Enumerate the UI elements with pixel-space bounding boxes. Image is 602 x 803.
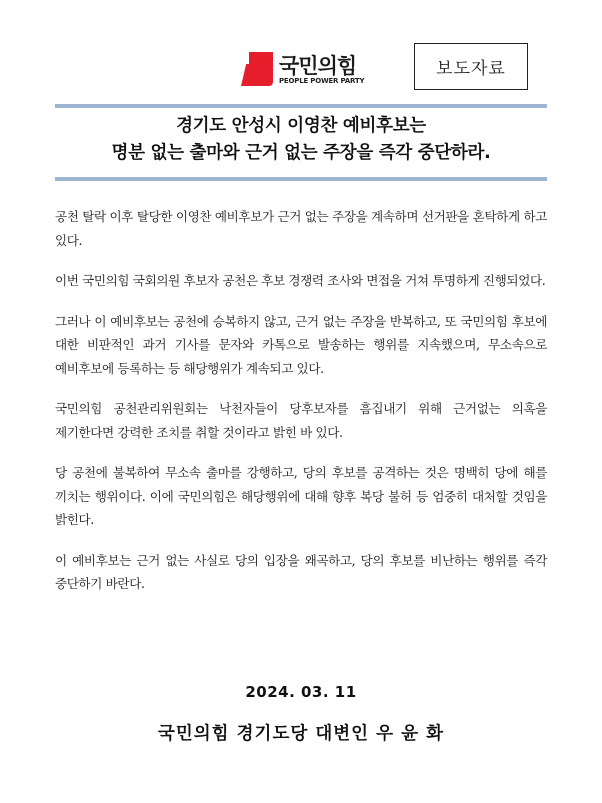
paragraph-3: 그러나 이 예비후보는 공천에 승복하지 않고, 근거 없는 주장을 반복하고, 또 국민의힘 후보에 대한 비판적인 과거 기사를 문자와 카톡으로 발송하는 행위를 지속했으며, 무소속으로 예비후보에 등록하는 등 해당행위가 계속되고 있다. — [55, 313, 547, 376]
paragraph-6: 이 예비후보는 근거 없는 사실로 당의 입장을 왜곡하고, 당의 후보를 비난하는 행위를 즉각 중단하기 바란다. — [55, 552, 547, 591]
press-release-label: 보도자료 — [414, 43, 528, 90]
headline-bottom-rule — [55, 177, 547, 181]
paragraph-5: 당 공천에 불복하여 무소속 출마를 강행하고, 당의 후보를 공격하는 것은 명백히 당에 해를 끼치는 행위이다. 이에 국민의힘은 해당행위에 대해 향후 복당 불허 등 엄중히 대처할 것임을 밝힌다. — [55, 465, 547, 527]
headline — [55, 113, 547, 167]
party-logo-subtitle: PEOPLE POWER PARTY — [279, 77, 365, 85]
headline-line-1: 경기도 안성시 이영찬 예비후보는 — [176, 116, 426, 136]
body-text — [55, 205, 547, 613]
paragraph-4: 국민의힘 공천관리위원회는 낙천자들이 당후보자를 흠집내기 위해 근거없는 의혹을 제기한다면 강력한 조치를 취할 것이라고 밝힌 바 있다. — [55, 401, 547, 440]
paragraph-1: 공천 탈락 이후 탈당한 이영찬 예비후보가 근거 없는 주장을 계속하며 선거판을 혼탁하게 하고 있다. — [55, 209, 547, 248]
headline-top-rule — [55, 104, 547, 108]
party-logo-mark-icon — [237, 50, 275, 88]
paragraph-2: 이번 국민의힘 국회의원 후보자 공천은 후보 경쟁력 조사와 면접을 거쳐 투명하게 진행되었다. — [55, 273, 546, 288]
headline-line-2: 명분 없는 출마와 근거 없는 주장을 즉각 중단하라. — [111, 143, 491, 163]
party-logo-name: 국민의힘 — [279, 54, 357, 78]
party-logo — [237, 50, 372, 92]
release-date: 2024. 03. 11 — [245, 683, 357, 701]
signer: 국민의힘 경기도당 대변인 우 윤 화 — [157, 724, 445, 744]
